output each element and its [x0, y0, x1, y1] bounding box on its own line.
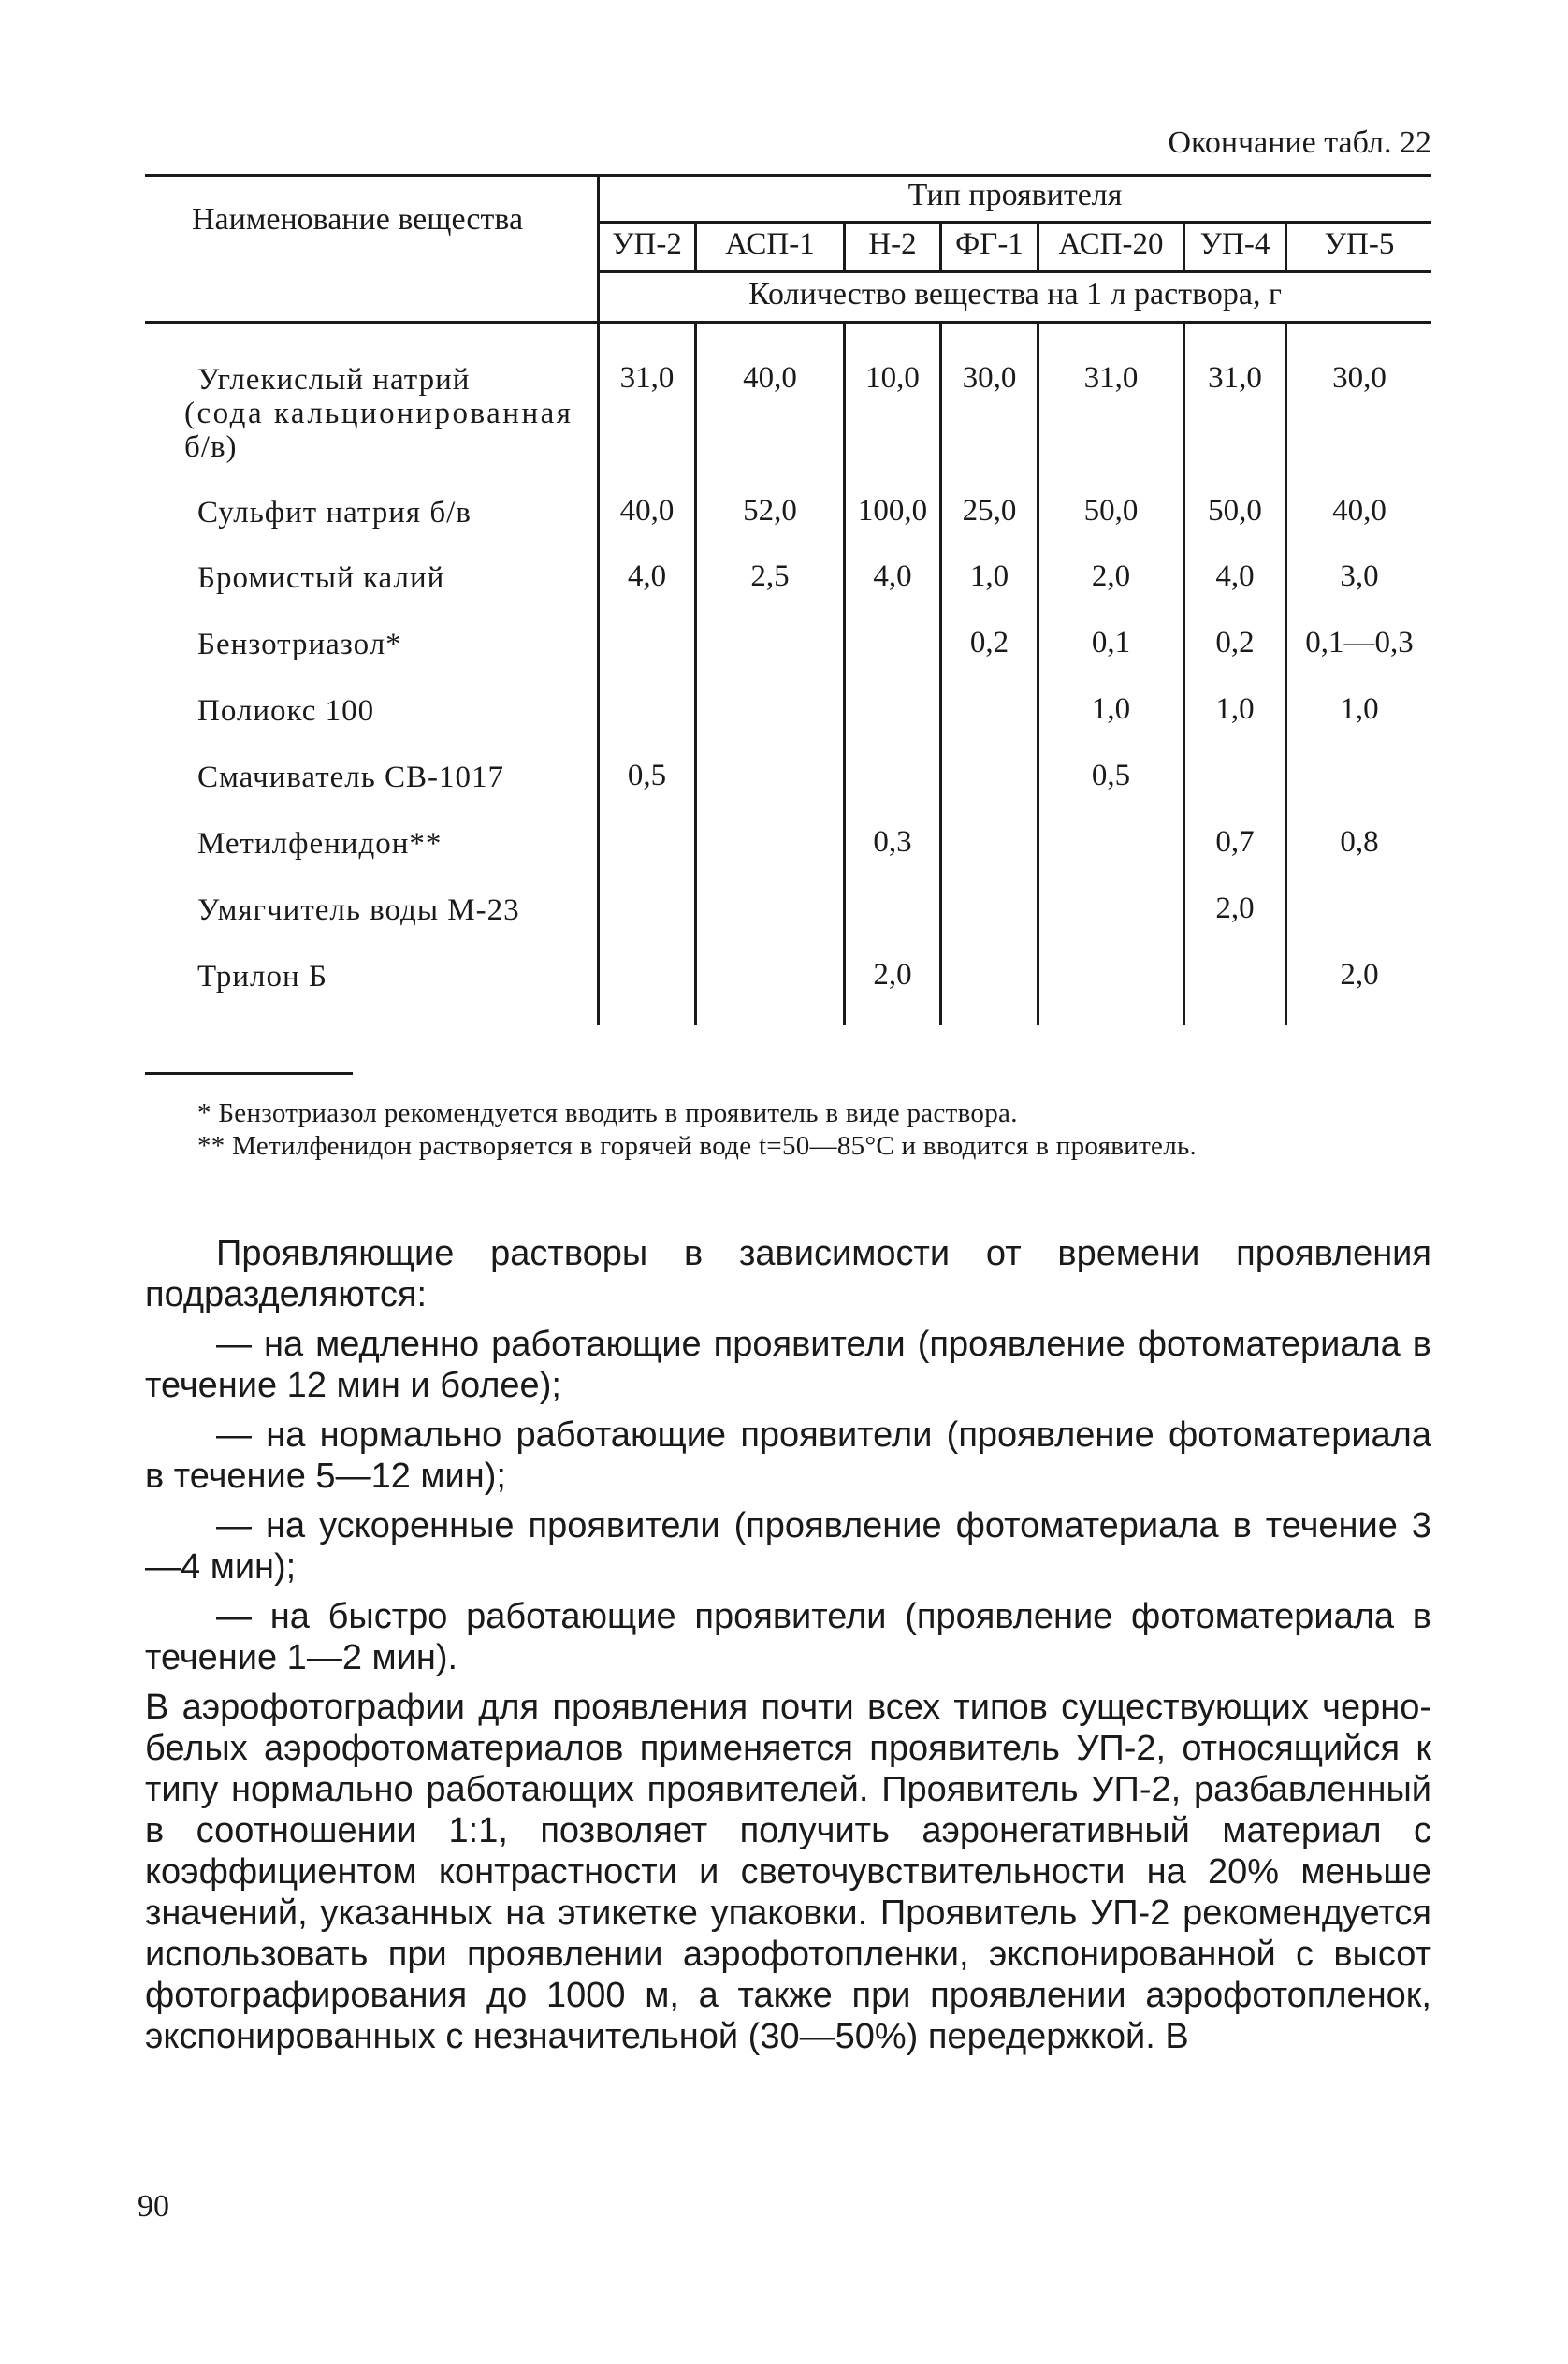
- column-header: Н-2: [868, 227, 917, 261]
- substance-name: [197, 761, 504, 794]
- table-cell: 30,0: [962, 361, 1017, 395]
- table-top-rule: [145, 174, 1431, 177]
- footnote: * Бензотриазол рекомендуется вводить в проявитель в виде раствора.: [197, 1098, 1018, 1128]
- column-header-rule: [599, 270, 1431, 273]
- column-header: АСП-1: [725, 227, 815, 261]
- substance-name-line: Полиокс 100: [197, 694, 375, 728]
- table-cell: 30,0: [1332, 361, 1387, 395]
- substance-name: [197, 827, 442, 861]
- substance-name-line: Метилфенидон**: [197, 827, 443, 861]
- paragraph: — на нормально работающие проявители (проявление фотоматериала в течение 5—12 мин);: [145, 1415, 1431, 1496]
- column-header: УП-2: [612, 227, 682, 261]
- table-cell: 25,0: [962, 494, 1017, 528]
- substance-name-line: б/в): [184, 430, 238, 464]
- table-cell: 1,0: [1215, 692, 1255, 726]
- name-column-header: Наименование вещества: [192, 202, 524, 237]
- substance-name-line: Трилон Б: [197, 960, 327, 993]
- col-divider: [694, 321, 697, 1025]
- table-cell: 10,0: [865, 361, 920, 395]
- substance-name: [197, 628, 402, 661]
- table-cell: 1,0: [1091, 692, 1131, 726]
- table-cell: 3,0: [1340, 559, 1379, 593]
- table-cell: 2,0: [1091, 559, 1131, 593]
- type-header-rule: [599, 221, 1431, 224]
- column-header: УП-4: [1199, 227, 1270, 261]
- column-header: УП-5: [1324, 227, 1395, 261]
- column-header: АСП-20: [1058, 227, 1164, 261]
- table-cell: 31,0: [1083, 361, 1139, 395]
- table-cell: 40,0: [1332, 494, 1387, 528]
- substance-name-line: Сульфит натрия б/в: [197, 496, 472, 529]
- substance-name-line: Бромистый калий: [197, 561, 445, 595]
- table-cell: 4,0: [873, 559, 912, 593]
- col-divider: [939, 321, 942, 1025]
- table-cell: 50,0: [1208, 494, 1262, 528]
- table-cell: 31,0: [1208, 361, 1262, 395]
- footnote-separator: [145, 1072, 353, 1075]
- paragraph: — на ускоренные проявители (проявление фотоматериала в течение 3—4 мин);: [145, 1506, 1431, 1587]
- substance-name-line: Смачиватель СВ-1017: [197, 761, 505, 794]
- substance-name: [184, 363, 573, 464]
- table-cell: 40,0: [743, 361, 797, 395]
- substance-name: [197, 496, 472, 529]
- paragraph: — на быстро работающие проявители (проявление фотоматериала в течение 1—2 мин).: [145, 1597, 1431, 1677]
- table-caption: Окончание табл. 22: [1168, 125, 1431, 160]
- substance-name: [197, 561, 444, 595]
- table-cell: 0,2: [1215, 626, 1255, 660]
- substance-name-line: Умягчитель воды М-23: [197, 893, 520, 927]
- table-cell: 4,0: [627, 559, 667, 593]
- substance-name-line: (сода кальционированная: [184, 397, 573, 430]
- table-cell: 2,0: [1215, 892, 1255, 925]
- developer-type-header: Тип проявителя: [907, 178, 1123, 212]
- header-bottom-rule: [145, 321, 1431, 324]
- substance-name-line: Углекислый натрий: [197, 363, 471, 397]
- substance-name: [197, 960, 327, 993]
- quantity-header: Количество вещества на 1 л раствора, г: [748, 277, 1282, 312]
- table-cell: 0,1—0,3: [1305, 626, 1414, 660]
- table-cell: 52,0: [743, 494, 797, 528]
- col-divider: [1037, 321, 1039, 1025]
- table-cell: 4,0: [1215, 559, 1255, 593]
- paragraph: — на медленно работающие проявители (проявление фотоматериала в течение 12 мин и более);: [145, 1325, 1431, 1405]
- table-cell: 1,0: [1340, 692, 1379, 726]
- table-cell: 2,0: [1340, 958, 1379, 992]
- col-divider: [843, 321, 846, 1025]
- table-cell: 0,7: [1215, 825, 1255, 859]
- paragraph: В аэрофотографии для проявления почти всех типов существующих черно-белых аэрофотоматериалов применяется проявитель УП-2, относящийся к типу нормально работающих проявителей. Проявитель УП-2, разбавленный в соотношении 1:1, позволяет получить аэронегативный материал с коэффициентом контрастности и светочувствительности на 20% меньше значений, указанных на этикетке упаковки. Проявитель УП-2 рекомендуется использовать при проявлении аэрофотопленки, экспонированной с высот фотографирования до 1000 м, а также при проявлении аэрофотопленок, экспонированных с незначительной (30—50%) передержкой. В: [145, 1688, 1431, 2056]
- table-cell: 31,0: [619, 361, 675, 395]
- substance-name: [197, 893, 520, 927]
- col-divider: [1285, 321, 1287, 1025]
- paragraph: Проявляющие растворы в зависимости от времени проявления подразделяются:: [145, 1234, 1431, 1314]
- column-header: ФГ-1: [955, 227, 1024, 261]
- table-cell: 0,1: [1091, 626, 1131, 660]
- table-cell: 1,0: [969, 559, 1009, 593]
- body-text: [145, 1233, 1431, 2066]
- table-cell: 0,3: [873, 825, 912, 859]
- table-cell: 50,0: [1083, 494, 1139, 528]
- table-cell: 40,0: [619, 494, 675, 528]
- table-cell: 0,5: [1091, 759, 1131, 792]
- table-cell: 100,0: [857, 494, 928, 528]
- table-cell: 2,5: [750, 559, 790, 593]
- table-cell: 0,8: [1340, 825, 1379, 859]
- substance-name: [197, 694, 374, 728]
- table-cell: 0,5: [627, 759, 667, 792]
- footnote: ** Метилфенидон растворяется в горячей воде t=50—85°С и вводится в проявитель.: [197, 1131, 1198, 1161]
- page-number: 90: [138, 2189, 169, 2224]
- table-cell: 0,2: [969, 626, 1009, 660]
- developer-table: [145, 174, 1431, 1025]
- table-cell: 2,0: [873, 958, 912, 992]
- substance-name-line: Бензотриазол*: [197, 628, 402, 661]
